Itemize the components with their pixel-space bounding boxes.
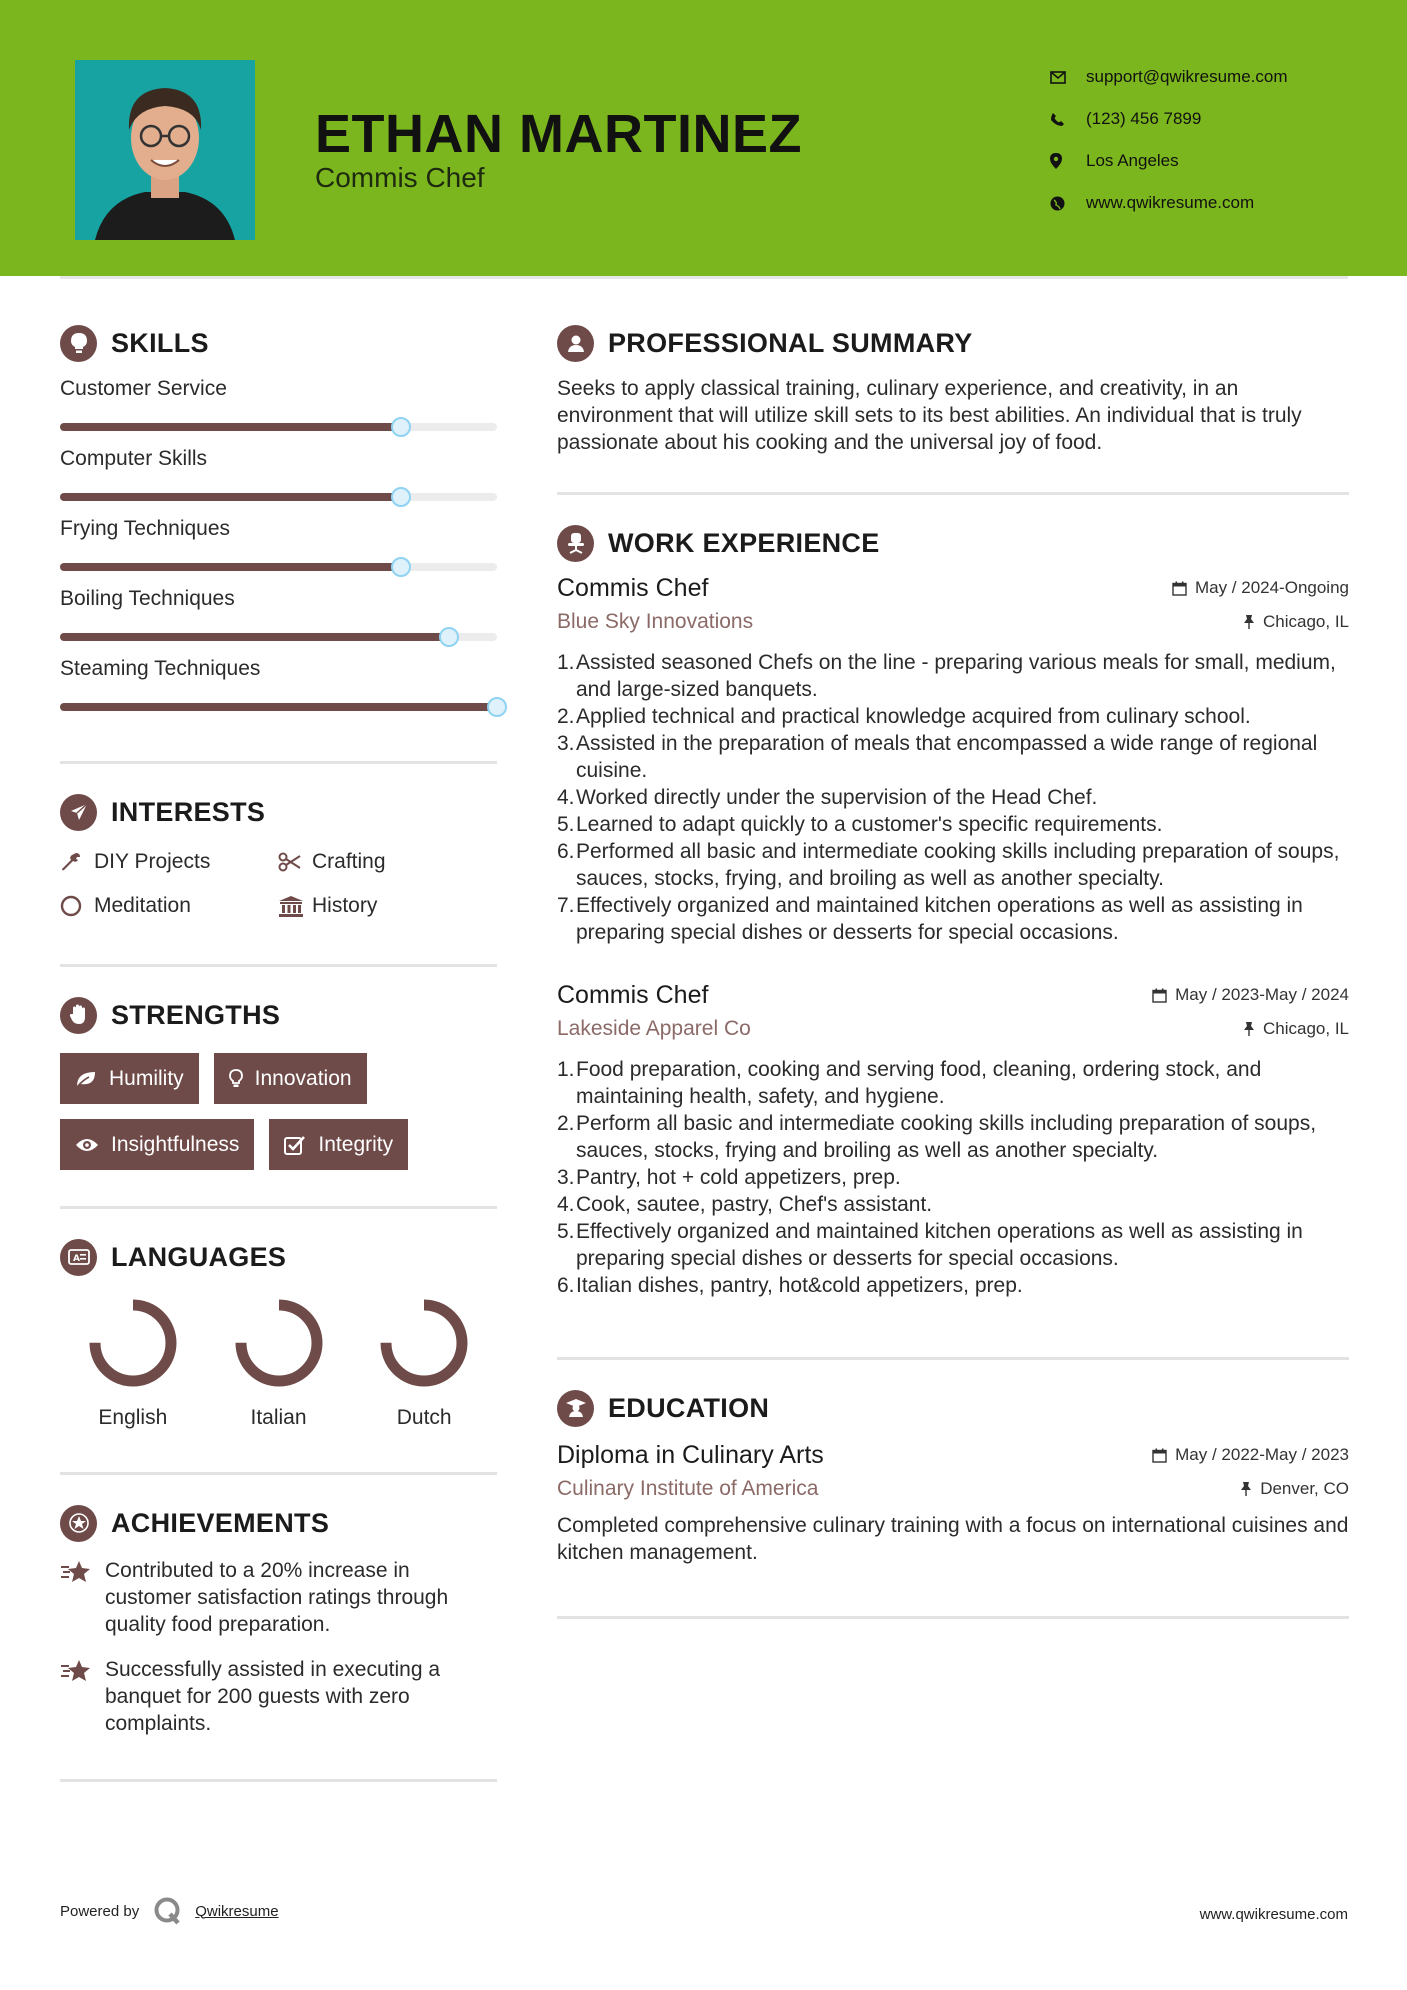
languages-heading (60, 1239, 497, 1275)
lightbulb-icon (60, 325, 97, 362)
interests-heading (60, 794, 497, 830)
experience-section (557, 525, 1349, 1299)
duty-text: Effectively organized and maintained kitchen operations as well as assisting in preparing special dishes or desserts for special occasions. (576, 894, 1303, 944)
skills-list (60, 377, 497, 711)
duty-number: 4. (557, 786, 575, 809)
skill-bar-knob (391, 487, 411, 507)
contact-location-text: Los Angeles (1086, 151, 1179, 170)
summary-divider (557, 492, 1349, 495)
strength-label: Humility (109, 1066, 184, 1090)
skill-bar-fill (60, 563, 401, 571)
language-level-ring (231, 1295, 327, 1391)
duty-text: Pantry, hot + cold appetizers, prep. (576, 1166, 901, 1189)
phone-icon (1050, 112, 1086, 127)
duty-text: Applied technical and practical knowledge acquired from culinary school. (576, 705, 1251, 728)
duty-number: 7. (557, 894, 575, 917)
svg-text:A: A (72, 1254, 80, 1264)
contact-phone[interactable] (1050, 98, 1380, 140)
skill-bar-knob (391, 417, 411, 437)
wrench-icon (60, 851, 94, 873)
education-title: EDUCATION (608, 1392, 770, 1423)
leaf-icon (75, 1070, 97, 1088)
interest-item (60, 846, 278, 878)
duty-number: 1. (557, 1058, 575, 1081)
skill-item (60, 657, 497, 711)
strength-label: Integrity (318, 1132, 394, 1156)
strength-tag (269, 1119, 408, 1170)
duty-item (557, 1191, 1349, 1218)
duty-text: Effectively organized and maintained kitchen operations as well as assisting in preparing special dishes or desserts for special occasions. (576, 1220, 1303, 1270)
job-duties (557, 649, 1349, 946)
job-company: Lakeside Apparel Co (557, 1017, 751, 1040)
shooting-star-icon (60, 1557, 105, 1638)
skill-bar (60, 493, 497, 501)
header-divider (60, 276, 1348, 279)
duty-text: Learned to adapt quickly to a customer's specific requirements. (576, 813, 1163, 836)
duty-number: 2. (557, 705, 575, 728)
achievement-item (60, 1557, 497, 1638)
duty-number: 5. (557, 1220, 575, 1243)
interests-title: INTERESTS (111, 796, 266, 827)
skills-divider (60, 761, 497, 764)
strength-tag (214, 1053, 367, 1104)
duty-number: 6. (557, 840, 575, 863)
strength-tag (60, 1053, 199, 1104)
duty-text: Food preparation, cooking and serving food, cleaning, ordering stock, and maintaining health, safety, and hygiene. (576, 1058, 1262, 1108)
achievements-title: ACHIEVEMENTS (111, 1507, 330, 1538)
education-divider (557, 1616, 1349, 1619)
language-name: Dutch (396, 1406, 452, 1429)
duty-text: Worked directly under the supervision of the Head Chef. (576, 786, 1098, 809)
job-entry (557, 571, 1349, 946)
education-heading (557, 1390, 1349, 1426)
interest-item (278, 846, 496, 878)
interest-item (60, 890, 278, 922)
achievement-item (60, 1656, 497, 1737)
language-item (351, 1295, 497, 1430)
strengths-heading (60, 997, 497, 1033)
skill-name: Computer Skills (60, 447, 208, 470)
duty-number: 3. (557, 732, 575, 755)
interest-label: DIY Projects (94, 850, 211, 873)
candidate-role: Commis Chef (315, 162, 485, 193)
strengths-section (60, 997, 497, 1170)
calendar-icon (1152, 1448, 1167, 1463)
qwikresume-link[interactable]: Qwikresume (195, 1902, 279, 1920)
education-location-text: Denver, CO (1260, 1479, 1349, 1498)
duty-number: 1. (557, 651, 575, 674)
right-column (557, 325, 1349, 1619)
skill-bar-fill (60, 703, 497, 711)
scissors-icon (278, 852, 312, 872)
duty-item (557, 703, 1349, 730)
skills-heading (60, 325, 497, 361)
skill-item (60, 377, 497, 431)
job-dates-text: May / 2024-Ongoing (1194, 578, 1349, 597)
skills-section (60, 325, 497, 711)
interests-list (60, 846, 497, 922)
strength-label: Innovation (254, 1066, 352, 1090)
duty-text: Cook, sautee, pastry, Chef's assistant. (576, 1193, 933, 1216)
checkbox-icon (284, 1135, 306, 1155)
skill-item (60, 447, 497, 501)
interests-divider (60, 964, 497, 967)
duty-number: 2. (557, 1112, 575, 1135)
interest-label: Crafting (312, 850, 386, 873)
experience-divider (557, 1357, 1349, 1360)
duty-text: Performed all basic and intermediate cooking skills including preparation of soups, sauces, stocks, frying, and broiling as well as another specialty. (576, 840, 1340, 890)
envelope-icon (1050, 71, 1086, 84)
interests-section (60, 794, 497, 922)
star-badge-icon (60, 1505, 97, 1542)
skill-name: Frying Techniques (60, 517, 231, 540)
job-location-text: Chicago, IL (1263, 1019, 1349, 1038)
education-degree: Diploma in Culinary Arts (557, 1441, 824, 1469)
lightbulb-icon (229, 1069, 243, 1089)
job-title: Commis Chef (557, 574, 709, 602)
job-dates (1172, 578, 1349, 598)
summary-heading (557, 325, 1349, 361)
pushpin-icon (1243, 1021, 1255, 1037)
pushpin-icon (1240, 1481, 1252, 1497)
job-location-text: Chicago, IL (1263, 612, 1349, 631)
duty-item (557, 838, 1349, 892)
museum-icon (278, 895, 312, 917)
skill-name: Steaming Techniques (60, 657, 261, 680)
duty-text: Assisted seasoned Chefs on the line - preparing various meals for small, medium, and large-sized banquets. (576, 651, 1336, 701)
duty-text: Assisted in the preparation of meals that encompassed a wide range of regional cuisine. (576, 732, 1318, 782)
job-dates-text: May / 2023-May / 2024 (1175, 985, 1349, 1004)
skill-bar-knob (391, 557, 411, 577)
skill-bar (60, 563, 497, 571)
skill-bar-knob (439, 627, 459, 647)
duty-item (557, 784, 1349, 811)
achievement-text: Successfully assisted in executing a banquet for 200 guests with zero complaints. (105, 1658, 441, 1735)
language-item (60, 1295, 206, 1430)
skill-bar (60, 423, 497, 431)
contact-list (1050, 56, 1380, 224)
education-school: Culinary Institute of America (557, 1477, 819, 1500)
duty-number: 6. (557, 1274, 575, 1297)
education-location (1240, 1479, 1349, 1499)
calendar-icon (1152, 988, 1167, 1003)
pushpin-icon (1243, 614, 1255, 630)
language-name: Italian (250, 1406, 307, 1429)
paper-plane-icon (60, 794, 97, 831)
skill-name: Boiling Techniques (60, 587, 235, 610)
globe-icon (1050, 196, 1086, 211)
achievements-divider (60, 1779, 497, 1782)
education-entry (557, 1438, 1349, 1566)
job-entry (557, 978, 1349, 1299)
languages-list (60, 1295, 497, 1430)
strength-tag (60, 1119, 254, 1170)
education-description: Completed comprehensive culinary training with a focus on international cuisines and kitchen management. (557, 1514, 1349, 1564)
contact-email[interactable] (1050, 56, 1380, 98)
skill-item (60, 587, 497, 641)
qwikresume-logo-icon (153, 1896, 183, 1926)
education-dates-text: May / 2022-May / 2023 (1175, 1445, 1349, 1464)
footer-branding (60, 1896, 279, 1926)
skill-bar-fill (60, 423, 401, 431)
strength-label: Insightfulness (111, 1132, 240, 1156)
language-item (206, 1295, 352, 1430)
profile-photo (75, 60, 255, 240)
contact-location (1050, 140, 1380, 182)
duty-text: Italian dishes, pantry, hot&cold appetizers, prep. (576, 1274, 1023, 1297)
job-dates (1152, 985, 1349, 1005)
duty-number: 5. (557, 813, 575, 836)
summary-title: PROFESSIONAL SUMMARY (608, 327, 973, 358)
calendar-icon (1172, 581, 1187, 596)
languages-title: LANGUAGES (111, 1241, 287, 1272)
strengths-title: STRENGTHS (111, 999, 281, 1030)
skills-title: SKILLS (111, 327, 209, 358)
duty-item (557, 892, 1349, 946)
education-dates (1152, 1445, 1349, 1465)
experience-heading (557, 525, 1349, 561)
achievements-section (60, 1505, 497, 1737)
duty-number: 3. (557, 1166, 575, 1189)
skill-bar-knob (487, 697, 507, 717)
interest-label: History (312, 894, 378, 917)
duty-item (557, 1218, 1349, 1272)
job-duties (557, 1056, 1349, 1299)
skill-bar-fill (60, 493, 401, 501)
language-level-ring (85, 1295, 181, 1391)
strengths-divider (60, 1206, 497, 1209)
map-pin-icon (1050, 153, 1086, 169)
office-chair-icon (557, 525, 594, 562)
skill-item (60, 517, 497, 571)
duty-text: Perform all basic and intermediate cooking skills including preparation of soups, sauces, stocks, frying and broiling as well as another specialty. (576, 1112, 1317, 1162)
job-title: Commis Chef (557, 981, 709, 1009)
contact-email-text: support@qwikresume.com (1086, 67, 1288, 86)
user-icon (557, 325, 594, 362)
achievements-heading (60, 1505, 497, 1541)
summary-text: Seeks to apply classical training, culinary experience, and creativity, in an environment that will utilize skill sets to its best abilities. An individual that is truly passionate about his cooking and the universal joy of food. (557, 377, 1302, 454)
duty-item (557, 649, 1349, 703)
circle-icon (60, 895, 94, 917)
skill-bar-fill (60, 633, 449, 641)
achievement-text: Contributed to a 20% increase in customer satisfaction ratings through quality food preparation. (105, 1559, 449, 1636)
jobs-list (557, 571, 1349, 1299)
skill-bar (60, 633, 497, 641)
candidate-name: ETHAN MARTINEZ (315, 104, 802, 164)
interest-item (278, 890, 496, 922)
eye-icon (75, 1137, 99, 1153)
footer-website[interactable]: www.qwikresume.com (1199, 1906, 1348, 1923)
interest-label: Meditation (94, 894, 191, 917)
job-location (1243, 612, 1349, 632)
duty-item (557, 1110, 1349, 1164)
skill-name: Customer Service (60, 377, 227, 400)
summary-section (557, 325, 1349, 456)
duty-item (557, 1164, 1349, 1191)
header-band (0, 0, 1407, 276)
contact-website-text: www.qwikresume.com (1086, 193, 1255, 212)
duty-item (557, 1272, 1349, 1299)
hand-icon (60, 997, 97, 1034)
contact-phone-text: (123) 456 7899 (1086, 109, 1202, 128)
job-location (1243, 1019, 1349, 1039)
language-name: English (98, 1406, 168, 1429)
left-column (60, 325, 497, 1782)
languages-section (60, 1239, 497, 1430)
duty-item (557, 730, 1349, 784)
powered-by-text: Powered by (60, 1902, 140, 1920)
graduate-icon (557, 1390, 594, 1427)
education-section (557, 1390, 1349, 1566)
duty-item (557, 811, 1349, 838)
duty-number: 4. (557, 1193, 575, 1216)
duty-item (557, 1056, 1349, 1110)
languages-divider (60, 1472, 497, 1475)
skill-bar (60, 703, 497, 711)
shooting-star-icon (60, 1656, 105, 1737)
contact-website[interactable] (1050, 182, 1380, 224)
job-company: Blue Sky Innovations (557, 610, 754, 633)
strengths-list (60, 1053, 497, 1170)
language-level-ring (376, 1295, 472, 1391)
experience-title: WORK EXPERIENCE (608, 527, 880, 558)
language-card-icon (60, 1239, 97, 1276)
